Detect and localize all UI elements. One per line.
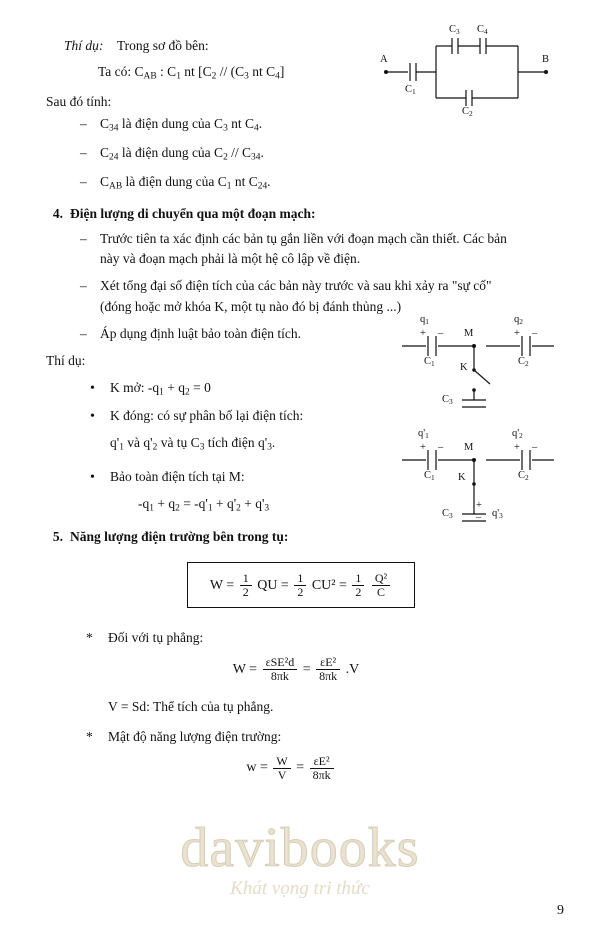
bullet-marker: • <box>90 408 95 424</box>
main-formula-box <box>187 562 415 608</box>
section-4-heading <box>46 206 566 222</box>
list-item-text: Bảo toàn điện tích tại M: <box>110 468 245 484</box>
dash-marker: – <box>80 230 87 246</box>
star-marker: * <box>86 729 93 745</box>
watermark <box>0 817 600 900</box>
dash-marker: – <box>80 174 87 190</box>
diagram-label-k: K <box>458 472 466 483</box>
diagram-label-q1-prime: $q'_1$ <box>418 428 429 441</box>
diagram-label-c1: $C_1$ <box>424 356 435 369</box>
list-item-text: Đối với tụ phẳng: <box>108 630 204 646</box>
example-then: Sau đó tính: <box>46 93 112 109</box>
section-4-number: 4. <box>52 205 63 221</box>
diagram-sign-minus-2: – <box>532 328 538 339</box>
diagram-label-c2: $C_2$ <box>518 356 529 369</box>
circuit-diagram-middle <box>398 314 558 426</box>
list-item <box>80 143 566 165</box>
main-formula: W = $\frac{1}{2}$ QU = $\frac{1}{2}$ CU² = $\frac{1}{2}$ $\frac{\text{Q²}}{C}$ <box>210 578 392 593</box>
dash-marker: – <box>80 145 87 161</box>
diagram-label-c1: $C_1$ <box>424 470 435 483</box>
watermark-title: davibooks <box>180 817 420 879</box>
diagram-label-m: M <box>464 328 474 339</box>
list-item-text: $C_{24}$ là điện dung của $C_2 // C_{34}$. <box>100 145 264 163</box>
list-item-text: Trước tiên ta xác định các bản tụ gắn liền với đoạn mạch cần thiết. Các bản này và đoạn mạch phải là một hệ cô lập về điện. <box>100 230 507 267</box>
circuit-diagram-bottom <box>398 428 558 540</box>
diagram-label-c2: $C_2$ <box>462 106 473 119</box>
diagram-label-c2: $C_2$ <box>518 470 529 483</box>
conservation-formula: $-q_1 + q_2 = -q'_1 + q'_2 + q'_3$ <box>138 495 270 514</box>
flat-capacitor-formula: W = $\frac{\text{εSE²d}}{8\pi k}$ = $\frac{\text{εE²}}{8\pi k}$ .V <box>232 655 360 683</box>
section-4-title: Điện lượng di chuyển qua một đoạn mạch: <box>70 205 316 221</box>
volume-note: V = Sd: Thể tích của tụ phẳng. <box>108 698 274 714</box>
diagram-sign-minus-3: – <box>476 512 482 523</box>
diagram-sign-plus-3: + <box>476 500 482 511</box>
diagram-sign-minus-1: – <box>438 442 444 453</box>
diagram-label-q2-prime: $q'_2$ <box>512 428 523 441</box>
circuit-diagram-top-svg <box>378 32 558 112</box>
diagram-label-c3: $C_3$ <box>449 24 460 37</box>
diagram-label-q2: $q_2$ <box>514 314 523 327</box>
main-formula-row <box>36 552 566 614</box>
example-intro: Trong sơ đồ bên: <box>116 38 209 53</box>
diagram-label-q1: $q_1$ <box>420 314 429 327</box>
diagram-label-c3: $C_3$ <box>442 394 453 407</box>
bullet-marker: • <box>90 469 95 485</box>
diagram-label-m: M <box>464 442 474 453</box>
example-formula-text: Ta có: $C_{AB}$ : $C_1$ nt [$C_2 // (C_3$ nt $C_4$] <box>98 63 285 82</box>
page-number: 9 <box>557 903 564 918</box>
energy-density-formula: w = $\frac{W}{V}$ = $\frac{\text{εE²}}{8\pi k}$ <box>16 755 566 781</box>
list-item-text: Áp dụng định luật bảo toàn điện tích. <box>100 325 301 341</box>
diagram-label-b: B <box>542 54 550 65</box>
section-5-title: Năng lượng điện trường bên trong tụ: <box>70 529 289 545</box>
diagram-label-k: K <box>460 362 468 373</box>
watermark-subtitle: Khát vọng tri thức <box>230 878 370 899</box>
list-item <box>86 729 566 745</box>
section-4-example-label: Thí dụ: <box>46 353 86 369</box>
section-5-number: 5. <box>52 529 63 545</box>
list-item <box>80 276 510 317</box>
diagram-sign-plus-1: + <box>420 442 426 453</box>
bullet-marker: • <box>90 380 95 396</box>
diagram-label-c4: $C_4$ <box>477 24 488 37</box>
dash-marker: – <box>80 325 87 341</box>
list-item-text: $C_{AB}$ là điện dung của $C_1$ nt $C_{24}$. <box>100 174 271 192</box>
dash-marker: – <box>80 116 87 132</box>
list-item-text: $C_{34}$ là điện dung của $C_3$ nt $C_4$. <box>100 116 263 135</box>
list-item <box>80 114 566 136</box>
diagram-sign-plus-2: + <box>514 328 520 339</box>
dash-marker: – <box>80 278 87 294</box>
diagram-sign-minus-2: – <box>532 442 538 453</box>
bullet-continuation: $q'_1$ và $q'_2$ và tụ $C_3$ tích điện $q'_3$. <box>110 434 276 453</box>
diagram-label-c3: $C_3$ <box>442 508 453 521</box>
circuit-diagram-top <box>378 24 558 119</box>
list-item-text: Xét tổng đại số điện tích của các bản này trước và sau khi xảy ra "sự cố" (đóng hoặc mở khóa K, một tụ nào đó bị đánh thủng ...) <box>100 278 492 314</box>
diagram-label-a: A <box>380 54 388 65</box>
example-label: Thí dụ: <box>64 38 104 53</box>
list-item-text: Mật độ năng lượng điện trường: <box>108 729 282 745</box>
list-item <box>86 630 566 646</box>
diagram-sign-plus-2: + <box>514 442 520 453</box>
diagram-label-q3-prime: $q'_3$ <box>492 508 503 521</box>
list-item-text: K mở: $-q_1 + q_2 = 0$ <box>110 379 211 398</box>
star-marker: * <box>86 630 93 646</box>
diagram-sign-plus-1: + <box>420 328 426 339</box>
diagram-sign-minus-1: – <box>438 328 444 339</box>
list-item <box>80 229 510 270</box>
list-item <box>80 172 566 194</box>
diagram-label-c1: $C_1$ <box>405 84 416 97</box>
list-item-text: K đóng: có sự phân bố lại điện tích: <box>110 407 304 423</box>
